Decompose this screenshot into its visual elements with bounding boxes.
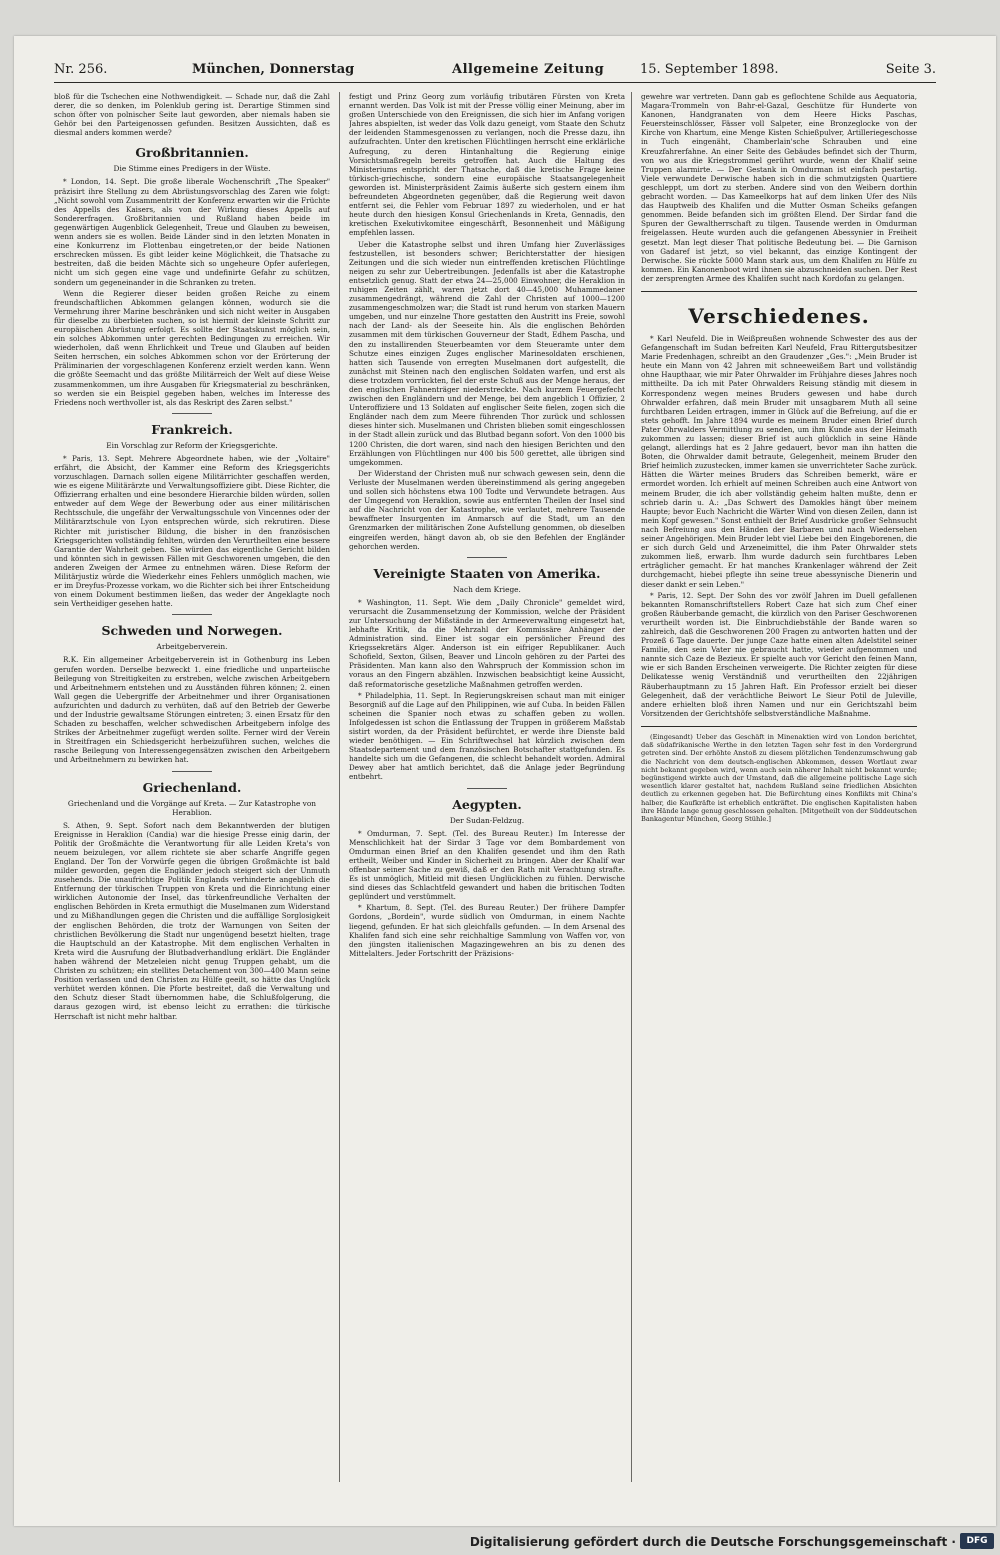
digitization-footer [0,1528,1000,1555]
column-divider [339,92,340,1482]
section-heading-verschiedenes: Verschiedenes. [688,303,870,328]
article-text: * Paris, 12. Sept. Der Sohn des vor zwölf Jahren im Duell gefallenen bekannten Romanschriftstellers Robert Caze hat sich zum Chef einer großen Räuberbande gemacht, die kürzlich von den Pariser Geschworenen verurtheilt worden ist. Die Einbruchdiebstähle der Bande waren so zahlreich, daß die Geschworenen 200 Fragen zu antworten hatten und der Prozeß 6 Tage dauerte. Der junge Caze hatte einen alten Adelstitel seiner Familie, den sein Vater nie gebraucht hatte, wieder aufgenommen und nannte sich Caze de Bezieux. Er spielte auch vor Gericht den feinen Mann, wie er sich Banden Erscheinen verweigerte. Die Richter zeigten für diese Delikatesse wenig Verständniß und verurtheilten den 22jährigen Räuberhauptmann zu 15 Jahren Haft. Ein Professor erzielt bei dieser Gelegenheit, daß der verächtliche Beiwort Le Sieur Potil de Juleville, andere erhielten bloß ihren Namen und nur ein Gerichtszahl beim Vorsitzenden der Gerichtshöfe selbstverständliche Maßnahme. [641,590,917,718]
article-text: Ueber die Katastrophe selbst und ihren Umfang hier Zuverlässiges festzustellen, ist besonders schwer; Berichterstatter der hiesigen Zeitungen und die sich wieder nun eintreffenden kretischen Flüchtlinge neigen zu sehr zur Uebertreibungen. Jedenfalls ist aber die Katastrophe entsetzlich genug. Statt der etwa 24—25,000 Einwohner, die Heraklion in ruhigen Zeiten zählt, waren jetzt dort 40—45,000 Muhammedaner zusammengedrängt, während die Zahl der Christen auf 1000—1200 zusammengeschmolzen war; die Stadt ist rund herum von starken Mauern umgeben, und nur einzelne Thore gestatten den Austritt ins Freie, sowohl nach der Land- als der Seeseite hin. Als die englischen Behörden zusammen mit dem türkischen Gouverneur der Stadt, Edhem Pascha, und den zu installirenden Steuerbeamten vor dem Steueramte unter dem Schutze eines einzigen Zuges englischer Marinesoldaten erschienen, hatten sich Tausende von erregten Muselmanen dort aufgestellt, die zunächst mit Steinen nach den englischen Soldaten warfen, und erst als diese trotzdem vorrückten, fiel der erste Schuß aus der Menge heraus, der den englischen Fahnenträger niederstreckte. Nach kurzem Feuergefecht zwischen den Engländern und der Menge, bei dem angeblich 1 Offizier, 2 Unteroffiziere und 13 Soldaten auf englischer Seite fielen, zogen sich die Engländer nach dem zum Meere führenden Thor zurück und schlossen dieses hinter sich. Muselmanen und Christen blieben somit eingeschlossen in der Stadt allein zurück und das Blutbad begann sofort. Von den 1000 bis 1200 Christen, die dort waren, sind nach den hiesigen Berichten und den Erzählungen von Flüchtlingen nur 400 bis 500 gerettet, alle übrigen sind umgekommen. [349,239,625,467]
page-header [54,58,936,83]
article-text: gewehre war vertreten. Dann gab es geflochtene Schilde aus Aequatoria, Magara-Trommeln von Bahr-el-Gazal, Geschütze für Hunderte von Kanonen, Handgranaten von dem Heere Hicks Paschas, Feuersteinschlösser, Fässer voll Salpeter, eine Bronzeglocke von der Kirche von Khartum, eine Menge Kisten Schießpulver, Artilleriegeschosse in Tuch eingenäht, Chamberlain'sche Schrauben und eine Kreuzfahrerfahne. An einer Seite des Gebäudes befindet sich der Thurm, von wo aus die Kriegstrommel gerührt wurde, wenn der Khalif seine Truppen alarmirte. — Der Gestank in Omdurman ist einfach pestartig. Viele verwundete Derwische haben sich in die schmutzigsten Quartiere geschleppt, um dort zu sterben. Andere sind von den Weibern dorthin gebracht worden. — Das Kameelkorps hat auf dem linken Ufer des Nils das Hauptweib des Khalifen und die Mutter Osman Scheiks gefangen genommen. Beide befanden sich im größten Elend. Der Sirdar fand die Spuren der Gewaltherrschaft zu tilgen. Tausende werden in Omdurman freigelassen. Heute wurden auch die gefangenen Abessynier in Freiheit gesetzt. Man legt dieser That politische Bedeutung bei. — Die Garnison von Gadaref ist jetzt, so viel bekannt, das einzige Kontingent der Derwische. Sie rückte 5000 Mann stark aus, um dem Khalifen zu Hülfe zu kommen. Ein Kanonenboot wird ihnen sie abzuschneiden suchen. Der Rest der zersprengten Armee des Khalifen sucht nach Kordofan zu gelangen. [641,92,917,283]
section-heading-vereinigte-staaten: Vereinigte Staaten von Amerika. [373,565,601,581]
section-heading-frankreich: Frankreich. [151,421,233,437]
article-subheading: Die Stimme eines Predigers in der Wüste. [113,164,271,174]
separator [467,788,507,789]
newspaper-title: Allgemeine Zeitung [452,62,605,77]
section-rule [641,291,917,292]
section-rule [641,726,917,727]
column-divider [631,92,632,1482]
article-text: Wenn die Regierer dieser beiden großen Reiche zu einem freundschaftlichen Abkommen gelangen können, wodurch sie die Vermehrung ihrer Marine beschränken und sich nicht weiter in Ausgaben für dieselbe zu überbieten suchen, so ist hiermit der kleinste Schritt zur europäischen Abrüstung erfolgt. Es sollte der Staatskunst möglich sein, ein solches Abkommen unter gerechten Bedingungen zu erreichen. Wir wiederholen, daß wenn Ehrlichkeit und Treue und Glauben auf beiden Seiten herrschen, ein solches Abkommen schon vor der Erörterung der Präliminarien der vorgeschlagenen Konferenz erzielt werden kann. Wenn die größte Seemacht und das größte Militärreich der Welt auf diese Weise zusammenkommen, um ihre Ausgaben für Kriegsmaterial zu beschränken, so werden sie ein Beispiel gegeben haben, welches im Interesse des Friedens noch werthvoller ist, als das Reskript des Zaren selbst." [54,288,330,407]
newspaper-page [14,36,996,1526]
separator [467,557,507,558]
article-text: festigt und Prinz Georg zum vorläufig tributären Fürsten von Kreta ernannt werden. Das Volk ist mit der Presse völlig einer Meinung, aber im großen Unterschiede von den Ereignissen, die sich hier im Anfang vorigen Jahres abspielten, ist weder das Volk dazu geneigt, vom Staate den Schutz der leidenden Stammesgenossen zu verlangen, noch die Presse dazu, ihn aufzufrachten. Unter den kretischen Flüchtlingen herrscht eine erklärliche Aufregung, zu deren Hintanhaltung die Regierung einige Vorsichtsmaßregeln bereits getroffen hat. Auch die Haltung des Ministeriums entspricht der Thatsache, daß die kretische Frage keine türkisch-griechische, sondern eine europäische Staatsangelegenheit geworden ist. Ministerpräsident Zaimis äußerte sich gestern einem ihm befreundeten Abgeordneten gegenüber, daß die Regierung weit davon entfernt sei, die Fehler vom Februar 1897 zu wiederholen, und er hat heute durch den hiesigen Konsul Griechenlands in Kreta, Gennadis, den kretischen Exekutivkomitee eingeschärft, Besonnenheit und Mäßigung empfehlen lassen. [349,92,625,238]
article-subheading: Der Sudan-Feldzug. [449,815,525,825]
section-heading-aegypten: Aegypten. [452,796,522,812]
article-text: R.K. Ein allgemeiner Arbeitgeberverein ist in Gothenburg ins Leben gerufen worden. Derselbe bezweckt 1. eine friedliche und unparteiische Beilegung von Streitigkeiten zu erstreben, welche zwischen Arbeitgebern und Arbeitnehmern entstehen und zu Ausständen führen können; 2. einen Wall gegen die Uebergriffe der Arbeitnehmer und ihrer Organisationen aufzurichten und dadurch zu verhüten, daß auf den Betrieb der Gewerbe und der Industrie gewaltsame Störungen eintreten; 3. einen Ersatz für den Schaden zu beschaffen, welcher schwedischen Arbeitgebern infolge des Strikes der Arbeitnehmer zugefügt werden sollte. Ferner wird der Verein in Streitfragen ein Schiedsgericht herbeizuführen suchen, welches die rasche Beilegung von Interessengegensätzen zwischen den Arbeitgebern und Arbeitnehmern zu bewirken hat. [54,655,330,765]
section-heading-schweden: Schweden und Norwegen. [101,623,283,639]
article-text: bloß für die Tschechen eine Nothwendigkeit. — Schade nur, daß die Zahl derer, die so denken, im Polenklub gering ist. Derartige Stimmen sind schon öfter von polnischer Seite laut geworden, aber niemals haben sie Gehör bei den Parteigenossen gefunden. Besitzen Aussichten, daß es diesmal anders kommen werde? [54,92,330,138]
article-text: * Paris, 13. Sept. Mehrere Abgeordnete haben, wie der „Voltaire" erfährt, die Absicht, der Kammer eine Reform des Kriegsgerichts vorzuschlagen. Darnach sollen eigene Militärrichter geschaffen werden, wie es eigene Militärärzte und Verwaltungsoffiziere gibt. Diese Richter, die Offizierrang erhalten und eine besondere Hierarchie bilden würden, sollen entweder auf dem Wege der Bewerbung oder aus einer militärischen Rechtsschule, die ungefähr der Verwaltungsschule von Vincennes oder der Militärarztschule von Lyon entsprechen würde, sich rekrutiren. Diese Richter mit juristischer Bildung, die bisher in den französischen Kriegsgerichten vollständig fehlten, würden den Verurtheilten eine bessere Garantie der Wahrheit geben. Sie würden das eigentliche Gericht bilden und könnten sich in gewissen Fällen mit Geschworenen umgeben, die den anderen Zweigen der Armee zu entnehmen wären. Diese Reform der Militärjustiz würde die Wiederkehr eines Fehlers unmöglich machen, wie er im Dreyfus-Prozesse vorkam, wo die Richter sich bei ihrer Entscheidung von einem Dokument bestimmen ließen, das weder der Angeklagte noch sein Vertheidiger gesehen hatte. [54,453,330,609]
article-subheading: Arbeitgeberverein. [156,642,228,652]
article-text: Der Widerstand der Christen muß nur schwach gewesen sein, denn die Verluste der Muselmanen werden übereinstimmend als gering angegeben und sollen sich höchstens etwa 100 Todte und Verwundete betragen. Aus der Umgegend von Heraklion, sowie aus entfernten Theilen der Insel sind auf die Nachricht von der Katastrophe, wie verlautet, mehrere Tausende bewaffneter Insurgenten im Anmarsch auf die Stadt, um an den Grenzmarken der militärischen Zone Aufstellung genommen, ob dieselben eingreifen werden, hängt davon ab, ob sie den Befehlen der Engländer gehorchen werden. [349,468,625,551]
article-text: * Washington, 11. Sept. Wie dem „Daily Chronicle" gemeldet wird, verursacht die Zusammensetzung der Kommission, welche der Präsident zur Untersuchung der Mißstände in der Armeeverwaltung eingesetzt hat, lebhafte Kritik, da die Mehrzahl der Kommissäre Anhänger der Administration sind. Einer ist sogar ein persönlicher Freund des Kriegssekretärs Alger. Anderson ist ein eifriger Republikaner. Auch Schofield, Sexton, Gilsen, Beaver und Lincoln gehören zu der Partei des Präsidenten. Man kann also den Wahrspruch der Kommission schon im voraus an den Fingern abzählen. Inzwischen beabsichtigt keine Aussicht, daß reformatorische gesetzliche Maßnahmen getroffen werden. [349,597,625,689]
column-1 [54,92,330,1482]
header-dateline: München, Donnerstag [192,62,355,77]
article-subheading: Ein Vorschlag zur Reform der Kriegsgerichte. [106,440,278,450]
separator [172,614,212,615]
section-heading-grossbritannien: Großbritannien. [135,145,249,161]
issue-number: Nr. 256. [54,62,108,77]
article-text: * Khartum, 8. Sept. (Tel. des Bureau Reuter.) Der frühere Dampfer Gordons, „Bordein", wurde südlich von Omdurman, in einem Nachte liegend, gefunden. Er hat sich gleichfalls gefunden. — In dem Arsenal des Khalifen fand sich eine sehr reichhaltige Sammlung von Waffen vor, von den jüngsten italienischen Magazingewehren an bis zu denen des Mittelalters. Jeder Fortschritt der Präzisions- [349,903,625,958]
article-text: * Karl Neufeld. Die in Weißpreußen wohnende Schwester des aus der Gefangenschaft im Sudan befreiten Karl Neufeld, Frau Rittergutsbesitzer Marie Fredenhagen, schreibt an den Graudenzer „Ges.": „Mein Bruder ist heute ein Mann von 42 Jahren mit schneeweißem Bart und vollständig ohne Haupthaar, wie mir Pater Ohrwalder im Frühjahre dieses Jahres noch mittheilte. Da ich mit Pater Ohrwalders Reisung ständig mit diesem in Korrespondenz wegen meines Bruders gewesen und habe durch Ohrwalder erfahren, daß mein Bruder mit unsagbarem Muth all seine furchtbaren Leiden ertragen, immer in Glück auf die Befreiung, auf die er stets gehofft. Im Jahre 1894 wurde es meinem Bruder einen Brief durch Pater Ohrwalders Vermittlung zu senden, um ihm Kunde aus der Heimath zukommen zu lassen; dieser Brief ist auch glücklich in seine Hände gelangt, allerdings hat es 2 Jahre gedauert, bevor man ihn hatten die Boten, die Ohrwalder damit betraute, Gelegenheit, meinem Bruder den Brief heimlich zuzustecken, immer kamen sie unverrichteter Sache zurück. Hätten die Wärter meines Bruders das Schreiben bemerkt, wäre er ermordet worden. Ich erhielt auf meinen Schreiben auch eine Antwort von meinem Bruder, die ich aber vollständig geheim halten mußte, denn er schrieb darin u. A.: „Das Schwert des Damokles hängt über meinem Haupte; bevor Euch Nachricht die Wärter Wind von diesen Zeilen, dann ist mein Kopf gewesen." Sonst enthielt der Brief Ausdrücke großer Sehnsucht nach Befreiung aus den Händen der Barbaren und nach Wiedersehen seiner Angehörigen. Mein Bruder lebt viel Liebe bei den Eingeborenen, die er sich durch Geld und Arzeneimittel, die ihm Pater Ohrwalder stets zukommen ließ, erwarb. Ihm wurde dadurch sein furchtbares Leben erträglicher gemacht. Er hat manches Krankenlager während der Zeit durchgemacht, hiebei pflegte ihn seine treue abessynische Dienerin und dieser dankt er sein Leben." [641,333,917,589]
section-heading-griechenland: Griechenland. [142,779,242,795]
separator [172,771,212,772]
header-date: 15. September 1898. [640,62,779,77]
separator [172,413,212,414]
article-subheading: Nach dem Kriege. [453,584,521,594]
article-text: * Omdurman, 7. Sept. (Tel. des Bureau Reuter.) Im Interesse der Menschlichkeit hat der Sirdar 3 Tage vor dem Bombardement von Omdurman einen Brief an den Khalifen gesendet und ihm den Rath ertheilt, Weiber und Kinder in Sicherheit zu bringen. Aber der Khalif war offenbar seiner Sache zu gewiß, daß er den Rath mit Verachtung strafte. Es ist unmöglich, Mitleid mit diesen Unglücklichen zu fühlen. Derwische sind dieses das Schlachtfeld gewandert und haben die britischen Todten geplündert und verstümmelt. [349,828,625,902]
footer-credit: Digitalisierung gefördert durch die Deutsche Forschungsgemeinschaft · [469,1535,956,1549]
article-text: * Philadelphia, 11. Sept. In Regierungskreisen schaut man mit einiger Besorgniß auf die Lage auf den Philippinen, wie auf Cuba. In beiden Fällen scheinen die Spanier noch etwas zu schaffen geben zu wollen. Infolgedessen ist schon die Entlassung der Truppen in größerem Maßstab sistirt worden, da der Präsident befürchtet, er werde ihre Dienste bald wieder benöthigen. — Ein Schriftwechsel hat kürzlich zwischen dem Staatsdepartement und dem französischen Botschafter stattgefunden. Es handelte sich um die Gefangenen, die schlecht behandelt worden. Admiral Dewey aber hat amtlich berichtet, daß die Anlage jeder Begründung entbehrt. [349,690,625,782]
dfg-logo-icon: DFG [960,1533,994,1549]
advertisement-text: (Eingesandt) Ueber das Geschäft in Minenaktien wird von London berichtet, daß südafrikanische Werthe in den letzten Tagen sehr fest in den Vordergrund getreten sind. Der erhöhte Anstoß zu diesem plötzlichen Tendenzumschwung gab die Nachricht von dem deutsch-englischen Abkommen, dessen Wortlaut zwar nicht bekannt gegeben wird, wenn auch sein näherer Inhalt nicht bekannt wurde; begünstigend wirkte auch der Umstand, daß die allgemeine politische Lage sich wesentlich klarer gestaltet hat, nachdem Rußland seine friedlichen Absichten deutlich zu erkennen gegeben hat. Die Befürchtung eines Konflikts mit China's halber, die Kaufkräfte ist erheblich entkräftet. Die englischen Kapitalisten haben ihre Hände lange genug geschlossen gehalten. [Mitgetheilt von der Süddeutschen Bankagentur München, Georg Stühle.] [641,732,917,823]
column-2 [349,92,625,1482]
article-subheading: Griechenland und die Vorgänge auf Kreta. — Zur Katastrophe von Herablion. [67,798,317,817]
article-text: S. Athen, 9. Sept. Sofort nach dem Bekanntwerden der blutigen Ereignisse in Heraklion (Candia) war die hiesige Presse einig darin, der Politik der Großmächte die Verantwortung für alle Leiden Kreta's von neuem beizulegen, vor allem richtete sie aber scharfe Angriffe gegen England. Der Ton der Vorwürfe gegen die übrigen Großmächte ist bald milder geworden, gegen die Engländer jedoch steigert sich der Unmuth zusehends. Die unaufrichtige Politik Englands verhinderte angeblich die Entfernung der türkischen Truppen von Kreta und die Einrichtung einer wirklichen Autonomie der Insel, das türkenfreundliche Verhalten der englischen Behörden in Kreta ermuthigt die Muselmanen zum Widerstand und zu Mißhandlungen gegen die Christen und die auffällige Sorglosigkeit der englischen Behörden, die trotz der Warnungen von Seiten der christlichen Bevölkerung die Stadt nur ungenügend besetzt hielten, trage die Hauptschuld an der Katastrophe. Mit dem englischen Verhalten in Kreta wird die Ausrufung der Blutbadverhandlung erklärt. Die Engländer haben während der Metzeleien nicht genug Truppen gehabt, um die Christen zu schützen; ein stellites Detachement von 300—400 Mann seine Position verlassen und den Christen zu Hülfe geeilt, so hätte das Unglück verhütet werden können. Die Pforte bestreitet, daß die Verwaltung und den Schutz dieser Stadt übernommen habe, die Schlußfolgerung, die daraus gezogen wird, ist ebenso leicht zu errathen: die türkische Herrschaft ist nicht mehr haltbar. [54,820,330,1021]
column-3 [641,92,917,1482]
page-number: Seite 3. [885,62,936,77]
article-text: * London, 14. Sept. Die große liberale Wochenschrift „The Speaker" präzisirt ihre Stellung zu dem Abrüstungsvorschlag des Zaren wie folgt: „Nicht sowohl vom Zusammentritt der Konferenz erwarten wir die Früchte des Appells des Kaisers, als von der Wirkung dieses Appells auf Sondererfragen. Großbritannien und Rußland haben beide im gegenwärtigen Augenblick Gelegenheit, Treue und Glauben zu beweisen, wenn anders sie es wollen. Beide Länder sind in den letzten Monaten in eine Konkurrenz im Flottenbau eingetreten,or der beide Nationen erschrecken müssen. Es gibt leider keine Möglichkeit, die Thatsache zu bestreiten, daß die beiden Mächte sich so ungeheure Opfer auferlegen, nicht um sich gegen eine vage und undefinirte Gefahr zu schützen, sondern um gegeneinander in die Schranken zu treten. [54,177,330,287]
